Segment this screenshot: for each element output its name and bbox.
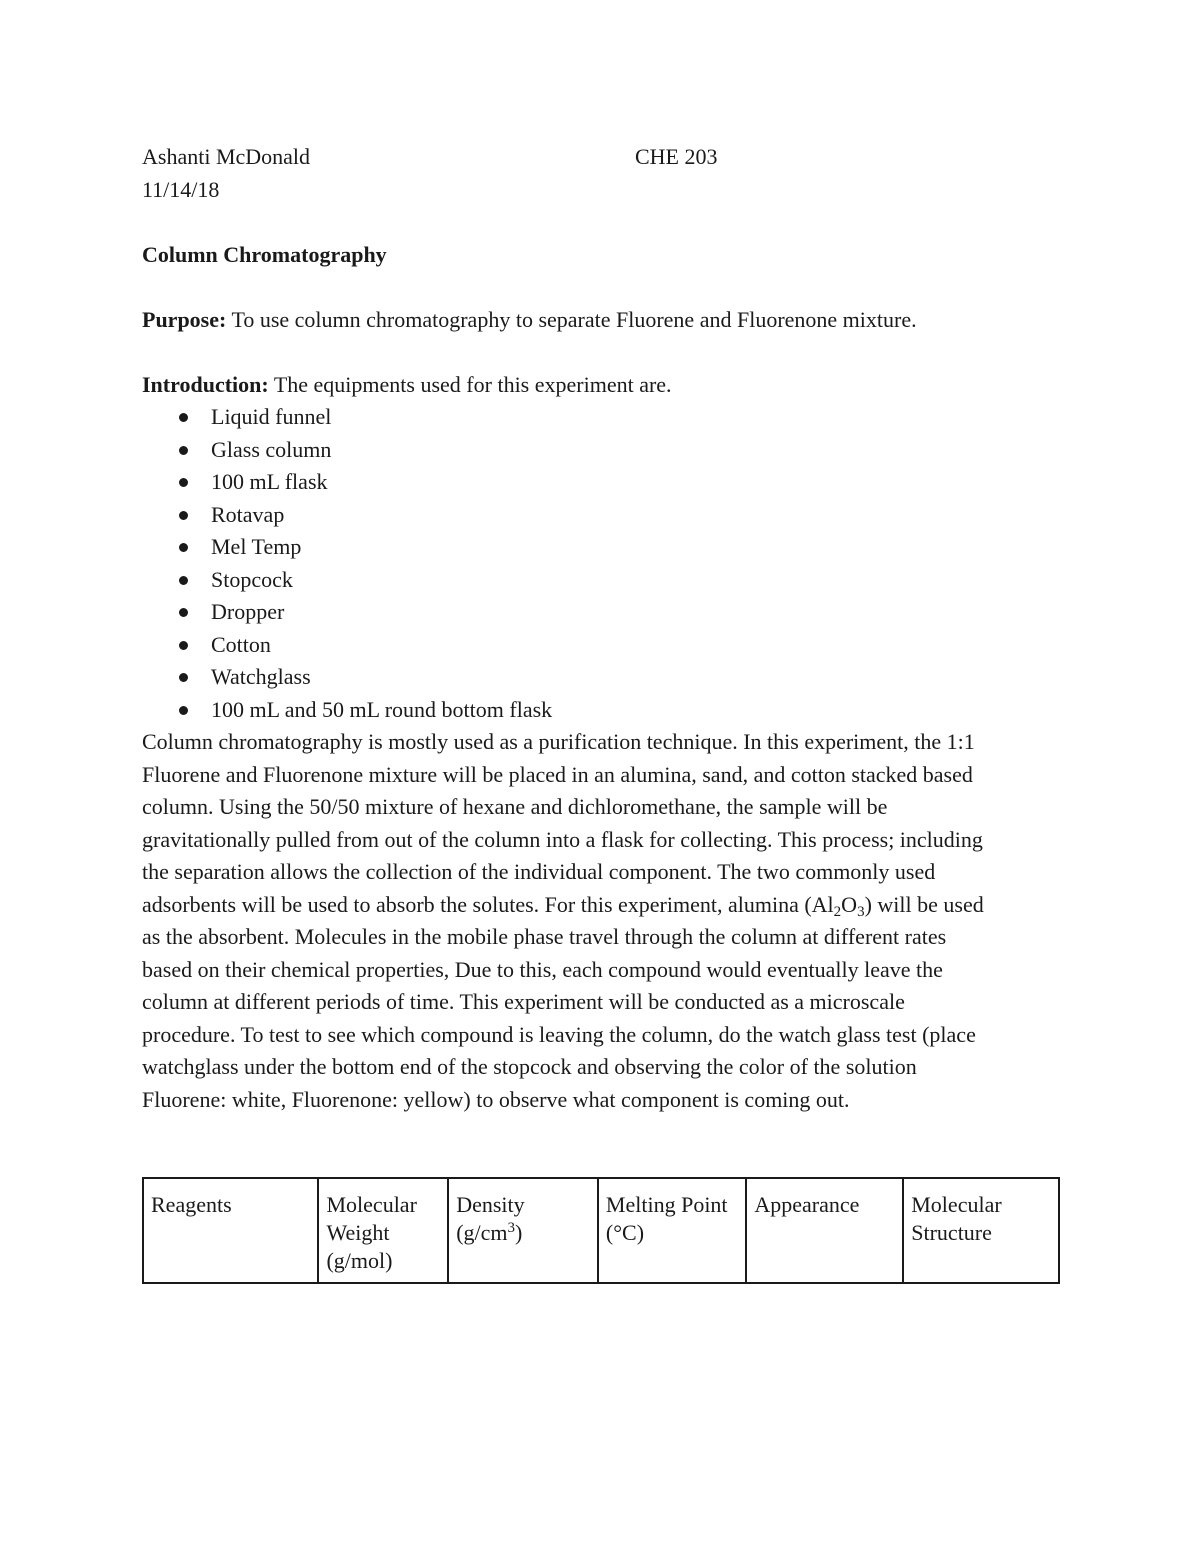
equipment-label: Stopcock <box>211 566 293 592</box>
table-header-cell <box>318 1178 448 1283</box>
equipment-label: 100 mL and 50 mL round bottom flask <box>211 696 553 722</box>
header-text: Molecular <box>911 1192 1002 1217</box>
bullet-icon <box>179 511 188 520</box>
equipment-item <box>142 466 1072 499</box>
header-text: Structure <box>911 1220 992 1245</box>
introduction-section <box>142 369 1072 402</box>
paragraph-line: as the absorbent. Molecules in the mobile phase travel through the column at different rates <box>142 924 947 949</box>
header-text: ) <box>515 1220 523 1245</box>
body-paragraph <box>142 726 1072 1116</box>
header-row <box>142 141 1072 174</box>
reagents-table <box>142 1177 1060 1284</box>
equipment-item <box>142 531 1072 564</box>
formula-part: 3 <box>857 903 865 920</box>
header-text: (°C) <box>605 1220 645 1245</box>
header-text: (g/cm <box>456 1220 508 1245</box>
paragraph-line: column at different periods of time. This experiment will be conducted as a microscale <box>142 989 905 1014</box>
document-page <box>142 141 1072 1116</box>
equipment-item <box>142 629 1072 662</box>
formula-part: adsorbents will be used to absorb the solutes. For this experiment, alumina (Al <box>142 891 834 917</box>
paragraph-line-alumina <box>142 889 1072 922</box>
header-text: Density <box>456 1192 525 1217</box>
equipment-item <box>142 401 1072 434</box>
table-header-cell <box>746 1178 903 1283</box>
header-text: Molecular <box>326 1192 417 1217</box>
equipment-label: Glass column <box>211 436 332 462</box>
equipment-item <box>142 564 1072 597</box>
paragraph-line: watchglass under the bottom end of the stopcock and observing the color of the solution <box>142 1054 917 1079</box>
header-text: Reagents <box>151 1192 232 1217</box>
table-header-cell <box>448 1178 598 1283</box>
table-header-row <box>143 1178 1059 1283</box>
formula-part: 2 <box>833 903 842 920</box>
bullet-icon <box>179 446 188 455</box>
bullet-icon <box>179 673 188 682</box>
header-text: Weight <box>326 1220 390 1245</box>
paragraph-line: Column chromatography is mostly used as a purification technique. In this experiment, the 1:1 <box>142 729 975 754</box>
bullet-icon <box>179 478 188 487</box>
bullet-icon <box>179 413 188 422</box>
paragraph-line: the separation allows the collection of the individual component. The two commonly used <box>142 859 936 884</box>
document-date: 11/14/18 <box>142 176 220 202</box>
equipment-label: Dropper <box>211 599 285 624</box>
equipment-item <box>142 499 1072 532</box>
header-text: (g/mol) <box>326 1248 393 1273</box>
bullet-icon <box>179 576 188 585</box>
paragraph-line: procedure. To test to see which compound is leaving the column, do the watch glass test (place <box>142 1021 976 1047</box>
table-header-cell <box>903 1178 1059 1283</box>
equipment-label: Watchglass <box>211 664 311 689</box>
introduction-label: Introduction: <box>142 371 269 397</box>
header-superscript: 3 <box>507 1220 516 1236</box>
document-title: Column Chromatography <box>142 241 387 267</box>
author-name: Ashanti McDonald <box>142 144 311 169</box>
bullet-icon <box>179 706 188 715</box>
bullet-icon <box>179 543 188 552</box>
equipment-item <box>142 694 1072 727</box>
paragraph-line: based on their chemical properties, Due to this, each compound would eventually leave the <box>142 956 943 982</box>
equipment-label: Liquid funnel <box>211 404 332 429</box>
table-header-cell <box>598 1178 746 1283</box>
equipment-item <box>142 434 1072 467</box>
formula-part: ) will be used <box>864 891 984 917</box>
paragraph-line: Fluorene: white, Fluorenone: yellow) to observe what component is coming out. <box>142 1086 850 1112</box>
course-code: CHE 203 <box>635 144 718 169</box>
equipment-label: 100 mL flask <box>211 469 328 494</box>
introduction-text: The equipments used for this experiment are. <box>273 371 672 397</box>
purpose-label: Purpose: <box>142 306 227 332</box>
equipment-list <box>142 401 1072 726</box>
equipment-item <box>142 661 1072 694</box>
equipment-label: Cotton <box>211 631 271 657</box>
equipment-label: Rotavap <box>211 501 285 527</box>
header-text: Appearance <box>754 1192 860 1217</box>
equipment-label: Mel Temp <box>211 534 302 559</box>
table-header-cell <box>143 1178 318 1283</box>
bullet-icon <box>179 608 188 617</box>
formula-part: O <box>841 891 858 917</box>
purpose-text: To use column chromatography to separate Fluorene and Fluorenone mixture. <box>231 306 917 332</box>
bullet-icon <box>179 641 188 650</box>
paragraph-line: gravitationally pulled from out of the column into a flask for collecting. This process; including <box>142 826 983 852</box>
paragraph-line: column. Using the 50/50 mixture of hexane and dichloromethane, the sample will be <box>142 794 888 819</box>
purpose-section <box>142 304 1072 337</box>
header-text: Melting Point <box>605 1192 728 1217</box>
equipment-item <box>142 596 1072 629</box>
paragraph-line: Fluorene and Fluorenone mixture will be placed in an alumina, sand, and cotton stacked based <box>142 761 973 787</box>
